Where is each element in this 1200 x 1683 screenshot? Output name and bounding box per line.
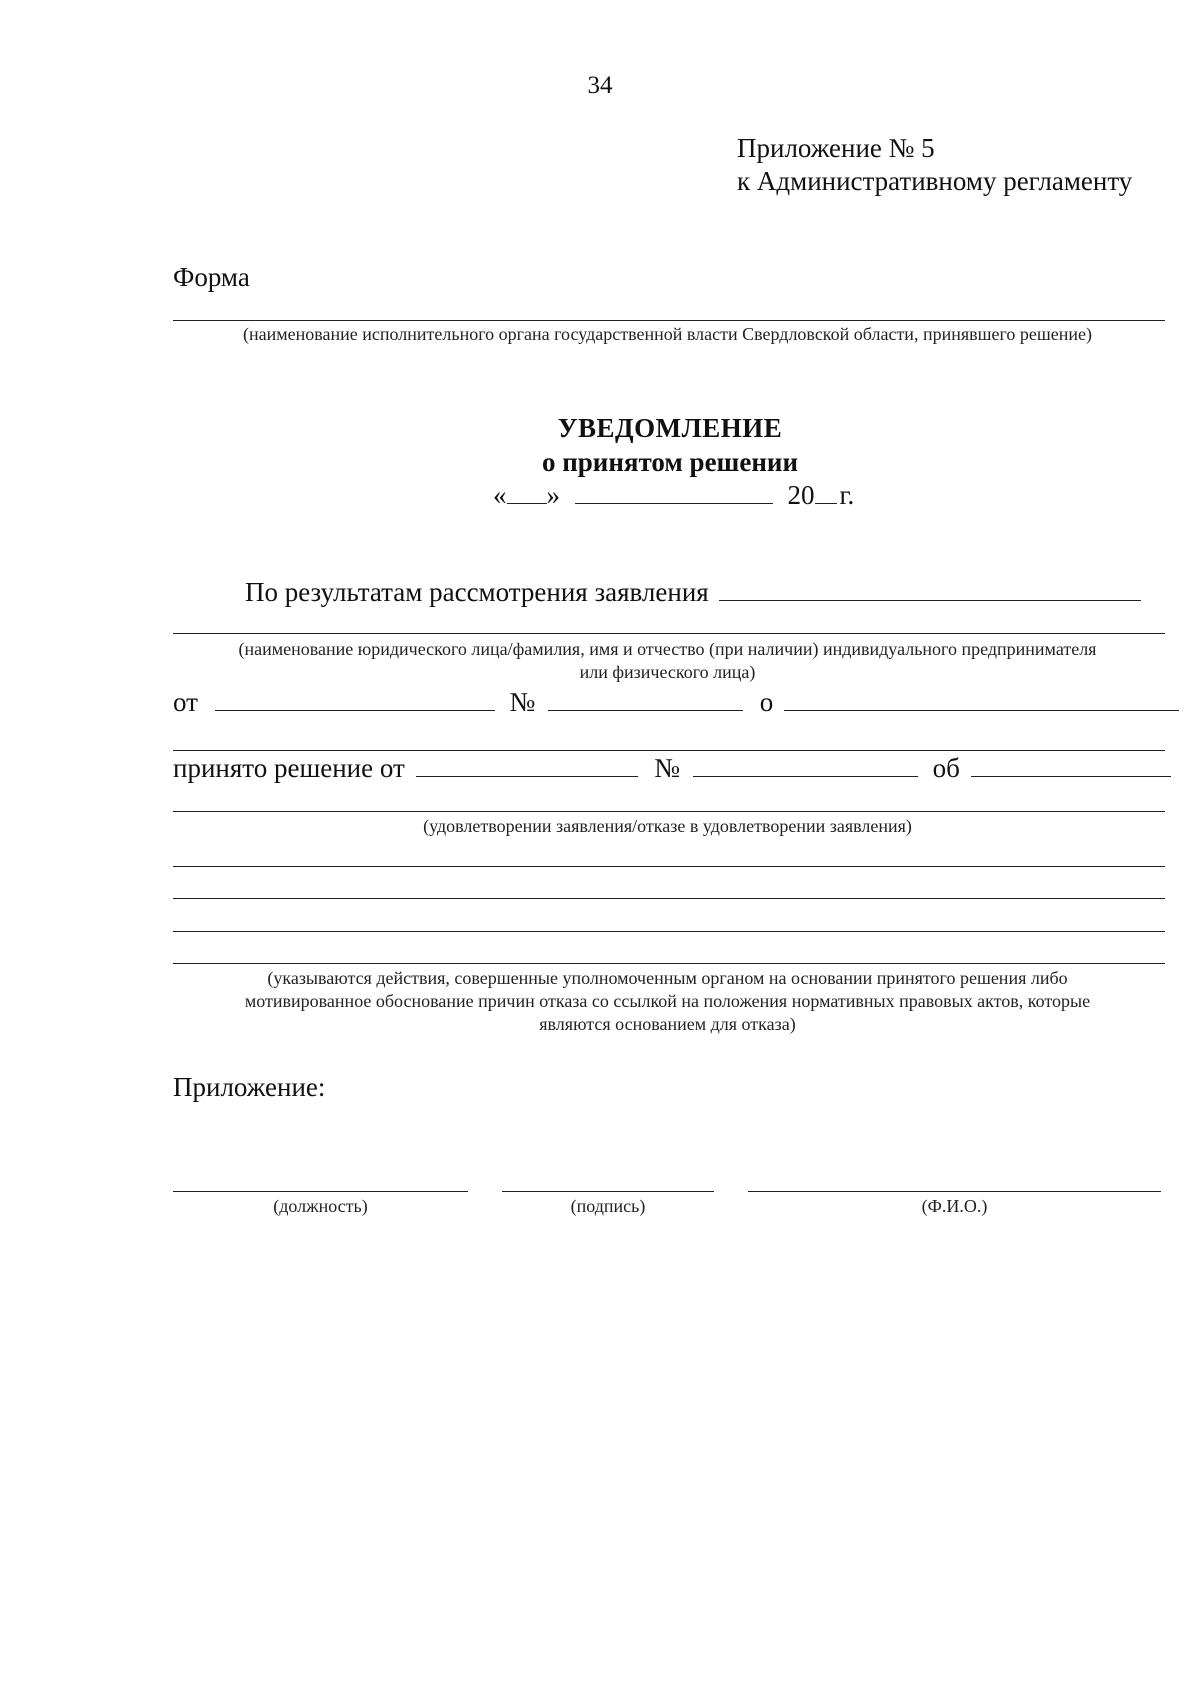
from-number-blank[interactable] — [548, 688, 743, 711]
decision-about-blank[interactable] — [971, 754, 1171, 777]
notice-subtitle: о принятом решении — [541, 447, 799, 477]
notice-date — [493, 480, 854, 511]
from-line — [173, 687, 1179, 718]
date-open-quote: « — [493, 480, 507, 510]
org-caption: (наименование исполнительного органа государственной власти Свердловской области, принявшего решение) — [242, 324, 1092, 344]
applicant-caption-line-2: или физического лица) — [579, 662, 756, 682]
year-blank[interactable] — [815, 481, 837, 504]
date-suffix: г. — [839, 480, 855, 510]
decision-number-blank[interactable] — [693, 754, 918, 777]
review-prefix: По результатам рассмотрения заявления — [245, 577, 709, 607]
attachment-label: Приложение: — [173, 1072, 326, 1102]
decision-prefix: принято решение от — [173, 753, 405, 783]
date-year: 20 — [787, 480, 815, 510]
appendix-header — [737, 132, 1132, 198]
actions-line-3 — [173, 931, 1165, 932]
decision-number-sign: № — [654, 753, 681, 783]
actions-caption-line-1: (указываются действия, совершенные уполномоченным органом на основании принятого решения либо — [267, 968, 1068, 988]
appendix-line-1: Приложение № 5 — [737, 133, 935, 163]
signature-line[interactable] — [502, 1191, 714, 1192]
decision-continuation-line — [173, 811, 1165, 812]
full-name-line[interactable] — [748, 1191, 1161, 1192]
about-blank[interactable] — [784, 688, 1179, 711]
day-blank[interactable] — [507, 481, 547, 504]
org-name-line — [173, 320, 1165, 321]
appendix-line-2: к Административному регламенту — [737, 166, 1133, 196]
decision-caption: (удовлетворении заявления/отказе в удовлетворении заявления) — [423, 816, 912, 836]
date-close-quote: » — [546, 480, 560, 510]
decision-about-label: об — [932, 753, 960, 783]
from-date-blank[interactable] — [215, 688, 495, 711]
from-number-sign: № — [509, 687, 536, 717]
signature-caption: (подпись) — [570, 1196, 646, 1216]
position-caption: (должность) — [273, 1196, 368, 1216]
from-label: от — [173, 687, 198, 717]
actions-line-2 — [173, 898, 1165, 899]
page-number: 34 — [587, 72, 613, 99]
form-label: Форма — [173, 262, 250, 292]
notice-title: УВЕДОМЛЕНИЕ — [557, 413, 783, 443]
full-name-caption: (Ф.И.О.) — [921, 1196, 988, 1216]
actions-caption — [150, 967, 1185, 1036]
applicant-line — [173, 633, 1165, 634]
decision-line — [173, 753, 1171, 784]
actions-caption-line-2: мотивированное обоснование причин отказа со ссылкой на положения нормативных правовых актов, которые — [244, 991, 1091, 1011]
application-blank[interactable] — [719, 578, 1141, 601]
decision-date-blank[interactable] — [416, 754, 638, 777]
position-line[interactable] — [173, 1191, 468, 1192]
applicant-caption-line-1: (наименование юридического лица/фамилия, имя и отчество (при наличии) индивидуального предпринимателя — [238, 639, 1097, 659]
subject-continuation-line — [173, 750, 1165, 751]
review-line — [245, 577, 1141, 608]
about-label: о — [759, 687, 774, 717]
actions-caption-line-3: являются основанием для отказа) — [539, 1014, 796, 1034]
actions-line-1 — [173, 866, 1165, 867]
month-blank[interactable] — [575, 481, 773, 504]
actions-line-4 — [173, 963, 1165, 964]
applicant-caption — [150, 638, 1185, 684]
